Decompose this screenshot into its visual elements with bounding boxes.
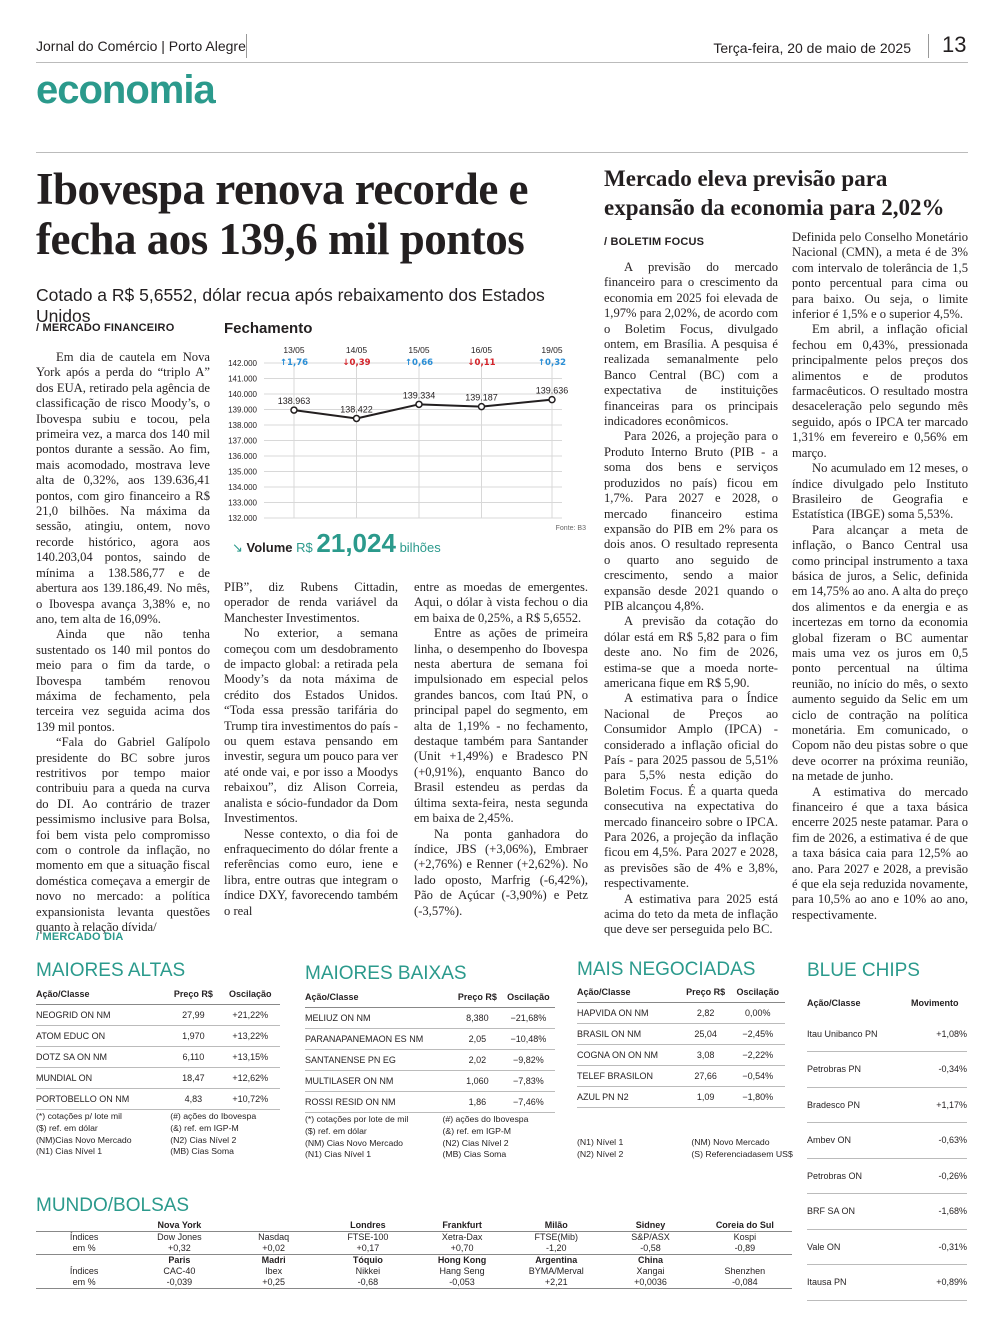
stock-name-cell: AZUL PN N2	[577, 1086, 681, 1107]
data-label: 138.963	[277, 396, 311, 407]
stock-name-cell: PARANAPANEMAON ES NM	[305, 1028, 453, 1049]
movement-cell: -0,34%	[903, 1052, 967, 1088]
mundo-cell: Milão	[509, 1220, 603, 1232]
data-point	[549, 397, 555, 403]
movement-cell: +1,17%	[903, 1087, 967, 1123]
mundo-cell: -0,039	[132, 1277, 226, 1289]
x-tick-label: 15/05	[408, 345, 430, 355]
mundo-cell: Argentina	[535, 1255, 578, 1265]
stock-name-cell: ATOM EDUC ON	[36, 1025, 166, 1046]
y-tick-label: 140.000	[228, 390, 257, 399]
stock-name-cell: Itausa PN	[807, 1265, 903, 1301]
value-cell: +13,15%	[221, 1046, 280, 1067]
table-header-row	[577, 982, 785, 1002]
movement-cell: -0,63%	[903, 1123, 967, 1159]
data-point	[291, 407, 297, 413]
paragraph: Definida pelo Conselho Monetário Nacional (CMN), a meta é de 3% com intervalo de tolerância de 1,5 ponto percentual para cima ou para baixo. Ou seja, o limite inferior é 1,5% e o superior 4,5%.	[792, 230, 968, 322]
value-cell: 2,05	[453, 1028, 502, 1049]
table-footnote: (*) cotações p/ lote mil	[36, 1111, 122, 1121]
mundo-cell: Ibex	[265, 1266, 283, 1276]
article-column-2	[224, 580, 398, 919]
stock-name-cell: BRASIL ON NM	[577, 1023, 681, 1044]
mundo-cell: Dow Jones	[157, 1232, 202, 1242]
paragraph: Nesse contexto, o dia foi de enfraquecimento do dólar frente a referências como euro, iene e libra, entre outras que integram o índice DXY, favorecendo também o real	[224, 826, 398, 918]
table-row	[305, 1028, 555, 1049]
table-footnote: (N2) Cias Nível 2	[442, 1137, 509, 1148]
main-headline	[36, 164, 596, 265]
table-footnote: ($) ref. em dólar	[36, 1122, 98, 1133]
table-row	[577, 1086, 785, 1107]
kicker-mercado-dia: / MERCADO DIA	[36, 931, 124, 943]
table-row	[36, 1046, 280, 1067]
paragraph: entre as moedas de emergentes. Aqui, o dólar à vista fechou o dia em baixa de 0,25%, a R$ 5,6552.	[414, 580, 588, 625]
mundo-cell: S&P/ASX	[631, 1232, 670, 1242]
blue-chips-title: BLUE CHIPS	[807, 960, 920, 981]
mundo-cell	[36, 1220, 132, 1232]
mais-negociadas-table	[577, 982, 785, 1108]
mundo-cell: Hang Seng	[439, 1266, 485, 1276]
y-tick-label: 136.000	[228, 452, 257, 461]
column-header: Preço R$	[453, 987, 502, 1007]
value-cell: −1,80%	[731, 1086, 785, 1107]
table-row	[577, 1023, 785, 1044]
data-point	[479, 404, 485, 410]
mundo-cell	[698, 1255, 792, 1267]
y-tick-label: 135.000	[228, 467, 257, 477]
value-cell: 1,09	[681, 1086, 731, 1107]
column-header: Preço R$	[681, 982, 731, 1002]
table-footnote: (N1) Cias Nível 1	[305, 1149, 372, 1160]
column-header: Ação/Classe	[36, 984, 166, 1004]
value-cell: 8,380	[453, 1007, 502, 1028]
table-row	[807, 1265, 967, 1301]
stock-name-cell: COGNA ON ON NM	[577, 1044, 681, 1065]
mundo-cell: +0,0036	[603, 1277, 697, 1289]
mundo-cell	[226, 1220, 320, 1232]
mundo-cell: Londres	[321, 1220, 415, 1232]
maiores-baixas-title: MAIORES BAIXAS	[305, 963, 467, 984]
article-column-3	[414, 580, 588, 919]
table-row	[807, 1087, 967, 1123]
mundo-cell: -0,89	[698, 1243, 792, 1255]
mundo-cell: Nikkei	[355, 1266, 381, 1276]
kicker-mercado-financeiro: / MERCADO FINANCEIRO	[36, 322, 175, 334]
mundo-cell: Tóquio	[352, 1255, 383, 1265]
mundo-cell: Nasdaq	[258, 1232, 290, 1242]
mundo-cell: China	[638, 1255, 664, 1265]
value-cell: 2,82	[681, 1002, 731, 1023]
paragraph: PIB”, diz Rubens Cittadin, operador de renda variável da Manchester Investimentos.	[224, 580, 398, 625]
mundo-cell: Kospi	[733, 1232, 757, 1242]
table-header-row	[807, 990, 967, 1016]
mundo-cell: +0,70	[415, 1243, 509, 1255]
stock-name-cell: HAPVIDA ON NM	[577, 1002, 681, 1023]
table-row	[807, 1194, 967, 1230]
value-cell: −2,45%	[731, 1023, 785, 1044]
table-row	[807, 1229, 967, 1265]
newspaper-name: Jornal do Comércio | Porto Alegre	[36, 38, 246, 54]
data-label: 139.636	[535, 385, 569, 396]
mundo-cell: CAC-40	[163, 1266, 196, 1276]
blue-chips-table	[807, 990, 967, 1301]
value-cell: 0,00%	[731, 1002, 785, 1023]
value-cell: 18,47	[166, 1067, 220, 1088]
masthead-divider-right	[928, 34, 929, 58]
stock-name-cell: DOTZ SA ON NM	[36, 1046, 166, 1067]
maiores-altas-table	[36, 984, 280, 1110]
y-tick-label: 139.000	[228, 405, 257, 415]
x-tick-label: 14/05	[345, 345, 368, 355]
mundo-bolsas-table	[36, 1220, 792, 1289]
paragraph: A estimativa para 2025 está acima do teto da meta de inflação que deve ser perseguida pelo BC.	[604, 891, 778, 937]
value-cell: +12,62%	[221, 1067, 280, 1088]
mundo-cell: -0,68	[321, 1277, 415, 1289]
paragraph: A previsão do mercado financeiro para o crescimento da economia em 2025 foi elevada de 1,97% para 2,02%, de acordo com o Boletim Focus, divulgado ontem, em Brasília. A pesquisa é realizada semanalmente pelo Banco Central (BC) com a expectativa de instituições financeiras para os principais indicadores econômicos.	[604, 260, 778, 429]
paragraph: Em abril, a inflação oficial fechou em 0,43%, pressionada principalmente pelos preços dos alimentos e de produtos farmacêuticos. O resultado mostra desaceleração pelo segundo mês seguido, após o IPCA ter marcado 1,31% em fevereiro e 0,56% em março.	[792, 322, 968, 460]
column-header: Movimento	[911, 998, 959, 1008]
table-footnote: (*) cotações por lote de mil	[305, 1114, 409, 1124]
maiores-altas-notes	[36, 1111, 280, 1158]
stock-name-cell: NEOGRID ON NM	[36, 1004, 166, 1025]
stock-name-cell: MULTILASER ON NM	[305, 1070, 453, 1091]
stock-name-cell: Itau Unibanco PN	[807, 1016, 903, 1052]
table-row	[36, 1025, 280, 1046]
table-row	[807, 1016, 967, 1052]
paragraph: Em dia de cautela em Nova York após a perda do “triplo A” dos EUA, retirado pela agência de classificação de risco Moody’s, o Ibovespa subiu e tocou, pela primeira vez, a marca dos 140 mil pontos durante a sessão. Ao fim, mais acomodado, mostrava leve alta de 0,32%, aos 139.636,41 pontos, com giro financeiro a R$ 21,0 bilhões. Na máxima da sessão, atingiu, ontem, novo recorde histórico, agora aos 140.203,04 pontos, saindo de mínima a 138.586,77 e de abertura aos 139.186,49. No mês, o Ibovespa avança 3,38% e, no ano, tem alta de 16,09%.	[36, 350, 210, 626]
stock-name-cell: TELEF BRASILON	[577, 1065, 681, 1086]
column-header: Ação/Classe	[807, 998, 861, 1008]
table-footnote: (NM)Cias Novo Mercado	[36, 1134, 132, 1145]
section-title: economia	[36, 68, 215, 112]
mundo-bolsas-title: MUNDO/BOLSAS	[36, 1195, 190, 1216]
paragraph: Na ponta ganhadora do índice, JBS (+3,06%), Embraer (+2,76%) e Renner (+2,62%). No lado oposto, Marfrig (-6,42%), Pão de Açúcar (-3,90%) e Petz (-3,57%).	[414, 826, 588, 918]
stock-name-cell: ROSSI RESID ON NM	[305, 1091, 453, 1112]
volume-currency: R$	[296, 540, 313, 555]
mundo-cell: +0,02	[226, 1243, 320, 1255]
paragraph: Entre as ações de primeira linha, o desempenho do Ibovespa nesta abertura de semana foi impulsionado em especial pelos grandes bancos, com Itaú PN, o principal papel do segmento, em alta de 1,19% - no fechamento, destaque também para Santander (Unit +1,49%) e Bradesco PN (+0,91%), enquanto Banco do Brasil estendeu as perdas da última sexta-feira, nesta segunda em baixa de 2,45%.	[414, 626, 588, 826]
mundo-cell	[36, 1255, 132, 1267]
table-row	[36, 1088, 280, 1109]
stock-name-cell: Vale ON	[807, 1229, 903, 1265]
masthead-divider	[246, 34, 247, 58]
x-tick-label: 16/05	[470, 345, 493, 355]
table-footnote: (MB) Cias Soma	[442, 1149, 507, 1160]
mundo-cell: em %	[36, 1277, 132, 1289]
table-row	[36, 1004, 280, 1025]
column-header: Ação/Classe	[305, 987, 453, 1007]
table-row	[807, 1052, 967, 1088]
mundo-cell: BYMA/Merval	[528, 1266, 584, 1276]
focus-column-1	[604, 260, 778, 938]
trend-arrow-icon: ↘	[232, 540, 243, 555]
change-down-label: ↓0,39	[342, 358, 371, 368]
y-tick-label: 141.000	[228, 374, 257, 384]
value-cell: −21,68%	[502, 1007, 555, 1028]
mundo-cell: Madri	[261, 1255, 286, 1265]
value-cell: −10,48%	[502, 1028, 555, 1049]
table-header-row	[36, 984, 280, 1004]
value-cell: 27,99	[166, 1004, 220, 1025]
y-tick-label: 142.000	[228, 359, 257, 368]
mundo-cell: -0,58	[603, 1243, 697, 1255]
table-row	[807, 1123, 967, 1159]
focus-headline	[604, 164, 974, 223]
table-footnote: ($) ref. em dólar	[305, 1125, 367, 1136]
maiores-baixas-table	[305, 987, 555, 1113]
focus-headline-line-1: Mercado eleva previsão para	[604, 166, 888, 191]
movement-cell: -0,31%	[903, 1229, 967, 1265]
table-footnote: (N2) Nível 2	[577, 1148, 624, 1159]
mais-negociadas-notes	[577, 1137, 793, 1161]
paragraph: “Fala do Gabriel Galípolo presidente do BC sobre juros restritivos por tempo maior contribuiu para a queda na curva do DI. Ao contrário de trazer pessimismo inclusive para Bolsa, foi bem vista pelo compromisso com o controle da inflação, no momento em que a situação fiscal doméstica começava a emergir de novo no mercado: a política expansionista levanta questões quanto à relação dívida/	[36, 735, 210, 935]
data-point	[416, 401, 422, 407]
mundo-cell: +0,32	[132, 1243, 226, 1255]
ibovespa-line-chart	[224, 343, 594, 533]
mundo-cell: Coreia do Sul	[698, 1220, 792, 1232]
mundo-cell: -0,053	[415, 1277, 509, 1289]
index-name-row	[36, 1266, 792, 1277]
stock-name-cell: BRF SA ON	[807, 1194, 903, 1230]
table-footnote: (N2) Cias Nível 2	[170, 1134, 237, 1145]
paragraph: No acumulado em 12 meses, o índice divulgado pelo Instituto Brasileiro de Geografia e Estatística (IBGE) soma 5,53%.	[792, 461, 968, 522]
paragraph: Para 2026, a projeção para o Produto Interno Bruto (PIB - a soma dos bens e serviços produzidos no país) ficou em 1,7%. Para 2027 e 2028, o mercado financeiro estima expansão do PIB em 2% para os dois anos. O resultado representa o quarto ano seguido de crescimento, sendo a maior expansão desde 2021 quando o PIB alcançou 4,8%.	[604, 429, 778, 613]
stock-name-cell: MUNDIAL ON	[36, 1067, 166, 1088]
column-header: Oscilação	[731, 982, 785, 1002]
value-cell: 3,08	[681, 1044, 731, 1065]
edition-date: Terça-feira, 20 de maio de 2025	[713, 40, 911, 56]
table-footnote: (&) ref. em IGP-M	[170, 1122, 239, 1133]
mundo-cell: Xangai	[636, 1266, 665, 1276]
value-cell: +21,22%	[221, 1004, 280, 1025]
main-headline-line-2: fecha aos 139,6 mil pontos	[36, 214, 525, 265]
mundo-cell: +0,17	[321, 1243, 415, 1255]
stock-name-cell: Petrobras PN	[807, 1052, 903, 1088]
column-header: Oscilação	[502, 987, 555, 1007]
table-header-row	[305, 987, 555, 1007]
movement-cell: +0,89%	[903, 1265, 967, 1301]
table-row	[577, 1044, 785, 1065]
region-header-row	[36, 1220, 792, 1232]
mais-negociadas-title: MAIS NEGOCIADAS	[577, 959, 756, 980]
column-header: Preço R$	[166, 984, 220, 1004]
value-cell: 4,83	[166, 1088, 220, 1109]
mundo-cell: FTSE(Mib)	[534, 1232, 579, 1242]
value-cell: 1,060	[453, 1070, 502, 1091]
value-cell: +10,72%	[221, 1088, 280, 1109]
y-tick-label: 137.000	[228, 436, 257, 446]
x-tick-label: 19/05	[541, 345, 563, 355]
chart-source: Fonte: B3	[555, 525, 586, 532]
stock-name-cell: Bradesco PN	[807, 1087, 903, 1123]
table-row	[305, 1070, 555, 1091]
table-footnote: (#) ações do Ibovespa	[170, 1111, 257, 1121]
table-row	[305, 1049, 555, 1070]
table-row	[577, 1065, 785, 1086]
value-cell: 27,66	[681, 1065, 731, 1086]
mundo-cell: Paris	[168, 1255, 191, 1265]
value-cell: 2,02	[453, 1049, 502, 1070]
mundo-cell: Nova York	[132, 1220, 226, 1232]
table-footnote: (N1) Cias Nível 1	[36, 1146, 103, 1157]
volume-readout	[232, 528, 441, 559]
chart-title: Fechamento	[224, 320, 313, 337]
change-down-label: ↓0,11	[467, 358, 496, 368]
region-header-row	[36, 1255, 792, 1267]
movement-cell: -1,68%	[903, 1194, 967, 1230]
paragraph: A estimativa do mercado financeiro é que a taxa básica encerre 2025 neste patamar. Para o fim de 2026, a estimativa é de que a taxa básica caia para 12,5% ao ano. Para 2027 e 2028, a previsão é que ela seja reduzida novamente, para 10,5% ao ano e 10% ao ano, respectivamente.	[792, 784, 968, 922]
index-value-row	[36, 1243, 792, 1255]
data-label: 139.187	[465, 392, 498, 403]
mundo-cell: +0,25	[226, 1277, 320, 1289]
focus-column-2	[792, 230, 968, 923]
mundo-cell: +2,21	[509, 1277, 603, 1289]
stock-name-cell: SANTANENSE PN EG	[305, 1049, 453, 1070]
main-subhead: Cotado a R$ 5,6552, dólar recua após rebaixamento dos Estados Unidos	[36, 285, 545, 326]
change-up-label: ↑0,32	[537, 358, 567, 368]
mundo-cell: Hong Kong	[437, 1255, 487, 1265]
y-tick-label: 133.000	[228, 498, 257, 508]
index-value-row	[36, 1277, 792, 1289]
mundo-cell: Índices	[69, 1266, 99, 1276]
table-row	[36, 1067, 280, 1088]
value-cell: −7,83%	[502, 1070, 555, 1091]
table-footnote: (MB) Cias Soma	[170, 1146, 234, 1157]
mundo-cell: Xetra-Dax	[441, 1232, 483, 1242]
table-footnote: (NM) Cias Novo Mercado	[305, 1137, 403, 1148]
mundo-cell: -1,20	[509, 1243, 603, 1255]
table-footnote: (S) Referenciadasem US$	[691, 1148, 793, 1159]
change-up-label: ↑0,66	[404, 358, 434, 368]
table-row	[305, 1007, 555, 1028]
stock-name-cell: MELIUZ ON NM	[305, 1007, 453, 1028]
movement-cell: -0,26%	[903, 1158, 967, 1194]
section-rule	[36, 152, 968, 153]
focus-headline-line-2: expansão da economia para 2,02%	[604, 195, 945, 221]
mundo-cell: Frankfurt	[415, 1220, 509, 1232]
main-headline-line-1: Ibovespa renova recorde e	[36, 164, 529, 214]
table-footnote: (N1) Nível 1	[577, 1137, 624, 1147]
value-cell: 1,970	[166, 1025, 220, 1046]
article-column-1	[36, 350, 210, 935]
value-cell: −7,46%	[502, 1091, 555, 1112]
column-header: Ação/Classe	[577, 982, 681, 1002]
value-cell: −0,54%	[731, 1065, 785, 1086]
table-footnote: (#) ações do Ibovespa	[442, 1114, 529, 1124]
mundo-cell: -0,084	[698, 1277, 792, 1289]
stock-name-cell: Petrobras ON	[807, 1158, 903, 1194]
x-tick-label: 13/05	[283, 345, 305, 355]
paragraph: No exterior, a semana começou com um desdobramento de impacto global: a retirada pela Moody’s da nota máxima de crédito dos Estados Unidos. “Toda essa pressão tarifária do Trump tira investimentos do país - ou quem estava pensando em investir, segura um pouco para ver até onde vai, e por isso a Moodys rebaixou”, diz Alison Correia, analista e sócio-fundador da Dom Investimentos.	[224, 626, 398, 826]
table-footnote: (NM) Novo Mercado	[691, 1137, 770, 1147]
value-cell: −2,22%	[731, 1044, 785, 1065]
stock-name-cell: Ambev ON	[807, 1123, 903, 1159]
masthead-rule	[36, 62, 968, 63]
y-tick-label: 134.000	[228, 483, 257, 492]
mundo-cell: em %	[36, 1243, 132, 1255]
value-cell: 25,04	[681, 1023, 731, 1044]
table-row	[305, 1091, 555, 1112]
y-tick-label: 132.000	[228, 514, 257, 523]
mundo-cell: FTSE-100	[347, 1232, 389, 1242]
stock-name-cell: PORTOBELLO ON NM	[36, 1088, 166, 1109]
data-point	[354, 415, 360, 421]
volume-label: Volume	[246, 540, 293, 555]
table-row	[577, 1002, 785, 1023]
value-cell: 1,86	[453, 1091, 502, 1112]
volume-value: 21,024	[316, 528, 396, 558]
mundo-cell: Índices	[69, 1232, 99, 1242]
volume-unit: bilhões	[399, 540, 441, 555]
value-cell: +13,22%	[221, 1025, 280, 1046]
mundo-cell: Sidney	[603, 1220, 697, 1232]
data-label: 138.422	[340, 404, 373, 415]
table-footnote: (&) ref. em IGP-M	[442, 1125, 512, 1136]
column-header: Oscilação	[221, 984, 280, 1004]
paragraph: Ainda que não tenha sustentado os 140 mil pontos do meio para o fim da tarde, o Ibovespa também renovou máxima de fechamento, pela terceira vez seguida acima dos 139 mil pontos.	[36, 627, 210, 734]
paragraph: A previsão da cotação do dólar está em R$ 5,82 para o fim deste ano. No fim de 2026, estima-se que a moeda norte-americana fique em R$ 5,90.	[604, 614, 778, 690]
data-label: 139.334	[402, 390, 436, 401]
paragraph: Para alcançar a meta de inflação, o Banco Central usa como principal instrumento a taxa básica de juros, a Selic, definida em 14,75% ao ano. A alta do preço dos alimentos e da energia e as incertezas em torno da economia global fizeram o BC aumentar mais uma vez os juros em 0,5 ponto percentual na última reunião, no início do mês, o sexto aumento seguido da Selic em um ciclo de contração na política monetária. Em comunicado, o Copom não deu pistas sobre o que deve ocorrer na próxima reunião, na metade de junho.	[792, 522, 968, 784]
table-row	[807, 1158, 967, 1194]
value-cell: 6,110	[166, 1046, 220, 1067]
maiores-baixas-notes	[305, 1114, 555, 1161]
index-name-row	[36, 1232, 792, 1244]
paragraph: A estimativa para o Índice Nacional de Preços ao Consumidor Amplo (IPCA) - considerado a inflação oficial do País - para 2025 passou de 5,51% para 5,5% nesta edição do Boletim Focus. É a quarta queda consecutiva na expectativa do mercado financeiro sobre o IPCA. Para 2026, a projeção da inflação ficou em 4,5%. Para 2027 e 2028, as previsões são de 4% e 3,8%, respectivamente.	[604, 691, 778, 891]
mundo-cell: Shenzhen	[724, 1266, 766, 1276]
maiores-altas-title: MAIORES ALTAS	[36, 960, 186, 981]
value-cell: −9,82%	[502, 1049, 555, 1070]
movement-cell: +1,08%	[903, 1016, 967, 1052]
change-up-label: ↑1,76	[279, 358, 309, 368]
y-tick-label: 138.000	[228, 421, 257, 430]
kicker-boletim-focus: / BOLETIM FOCUS	[604, 236, 705, 248]
page-number: 13	[942, 32, 967, 57]
